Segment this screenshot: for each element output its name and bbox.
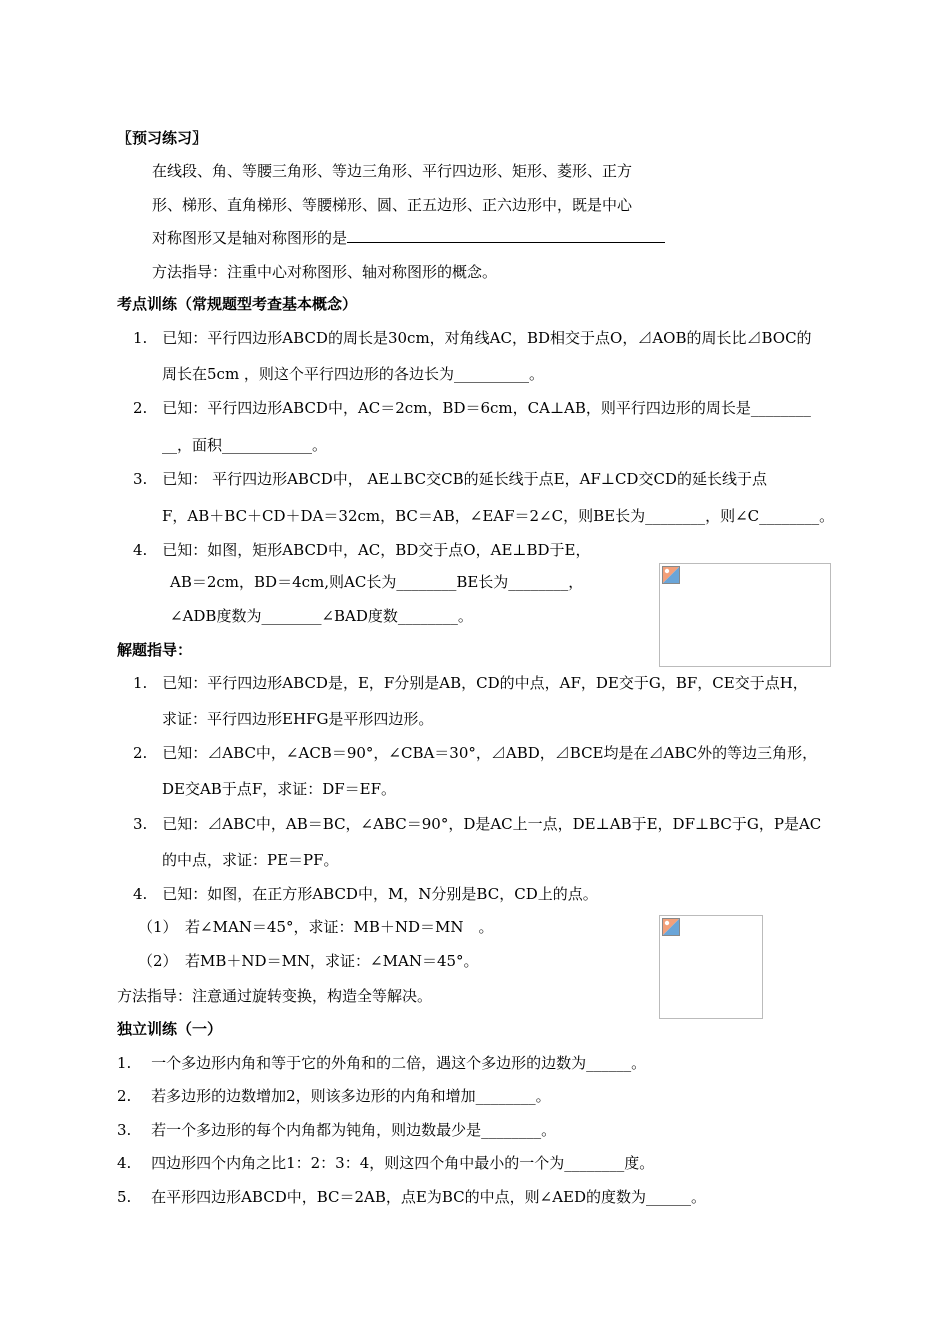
duli-q5: 5. 在平形四边形ABCD中，BC＝2AB，点E为BC的中点，则∠AED的度数为______。 — [117, 1188, 707, 1206]
kaodian-q1-line-1: 1. 已知：平行四边形ABCD的周长是30cm，对角线AC，BD相交于点O，⊿AOB的周长比⊿BOC的 — [133, 329, 812, 347]
answer-blank[interactable] — [347, 228, 665, 243]
jieti-q4-line-1: 4. 已知：如图，在正方形ABCD中，M，N分别是BC，CD上的点。 — [133, 885, 598, 903]
jieti-q1-line-2: 求证：平行四边形EHFG是平形四边形。 — [162, 710, 434, 728]
preview-method: 方法指导：注重中心对称图形、轴对称图形的概念。 — [152, 263, 498, 281]
jieti-q4-part-1: （1） 若∠MAN＝45°，求证：MB＋ND＝MN 。 — [138, 918, 494, 936]
duli-q2: 2. 若多边形的边数增加2，则该多边形的内角和增加________。 — [117, 1087, 551, 1105]
kaodian-q3-line-2: F，AB＋BC＋CD＋DA＝32cm，BC＝AB，∠EAF＝2∠C，则BE长为________，则∠C________。 — [162, 507, 835, 525]
figure-square-placeholder — [659, 915, 763, 1019]
preview-line-2: 形、梯形、直角梯形、等腰梯形、圆、正五边形、正六边形中，既是中心 — [152, 196, 633, 214]
jieti-q2-line-1: 2. 已知：⊿ABC中，∠ACB＝90°，∠CBA＝30°，⊿ABD，⊿BCE均是在⊿ABC外的等边三角形， — [133, 744, 818, 762]
jieti-q1-line-1: 1. 已知：平行四边形ABCD是，E，F分别是AB，CD的中点，AF，DE交于G，BF，CE交于点H， — [133, 674, 808, 692]
broken-image-icon — [662, 566, 680, 584]
kaodian-q1-line-2: 周长在5cm ，则这个平行四边形的各边长为__________。 — [162, 365, 544, 383]
preview-line-1: 在线段、角、等腰三角形、等边三角形、平行四边形、矩形、菱形、正方 — [152, 162, 633, 180]
preview-line-3-text: 对称图形又是轴对称图形的是 — [152, 229, 348, 247]
kaodian-q4-line-1: 4. 已知：如图，矩形ABCD中，AC，BD交于点O，AE⊥BD于E， — [133, 541, 591, 559]
section-heading-jieti: 解题指导： — [117, 641, 193, 659]
jieti-q4-part-2: （2） 若MB＋ND＝MN，求证：∠MAN＝45°。 — [138, 952, 479, 970]
kaodian-q2-line-2: __，面积____________。 — [162, 436, 328, 454]
section-heading-duli: 独立训练（一） — [117, 1020, 223, 1038]
kaodian-q4-line-2: AB＝2cm，BD＝4cm,则AC长为________BE长为________， — [170, 573, 584, 591]
preview-line-3 — [152, 228, 665, 248]
duli-q4: 4. 四边形四个内角之比1：2：3：4，则这四个角中最小的一个为________度。 — [117, 1154, 655, 1172]
kaodian-q4-line-3: ∠ADB度数为________∠BAD度数________。 — [170, 607, 473, 625]
kaodian-q3-line-1: 3. 已知： 平行四边形ABCD中， AE⊥BC交CB的延长线于点E，AF⊥CD交CD的延长线于点 — [133, 470, 767, 488]
figure-rectangle-placeholder — [659, 563, 831, 667]
broken-image-icon — [662, 918, 680, 936]
duli-q1: 1. 一个多边形内角和等于它的外角和的二倍，遇这个多边形的边数为______。 — [117, 1054, 647, 1072]
kaodian-q2-line-1: 2. 已知：平行四边形ABCD中，AC＝2cm，BD＝6cm，CA⊥AB，则平行四边形的周长是________ — [133, 399, 811, 417]
jieti-q3-line-2: 的中点，求证：PE＝PF。 — [162, 851, 339, 869]
section-heading-kaodian: 考点训练（常规题型考查基本概念） — [117, 295, 358, 313]
jieti-method: 方法指导：注意通过旋转变换，构造全等解决。 — [117, 987, 433, 1005]
section-heading-preview: 〖预习练习〗 — [117, 129, 208, 147]
jieti-q3-line-1: 3. 已知：⊿ABC中，AB＝BC，∠ABC＝90°，D是AC上一点，DE⊥AB于E，DF⊥BC于G，P是AC — [133, 815, 822, 833]
duli-q3: 3. 若一个多边形的每个内角都为钝角，则边数最少是________。 — [117, 1121, 557, 1139]
jieti-q2-line-2: DE交AB于点F，求证：DF＝EF。 — [162, 780, 397, 798]
